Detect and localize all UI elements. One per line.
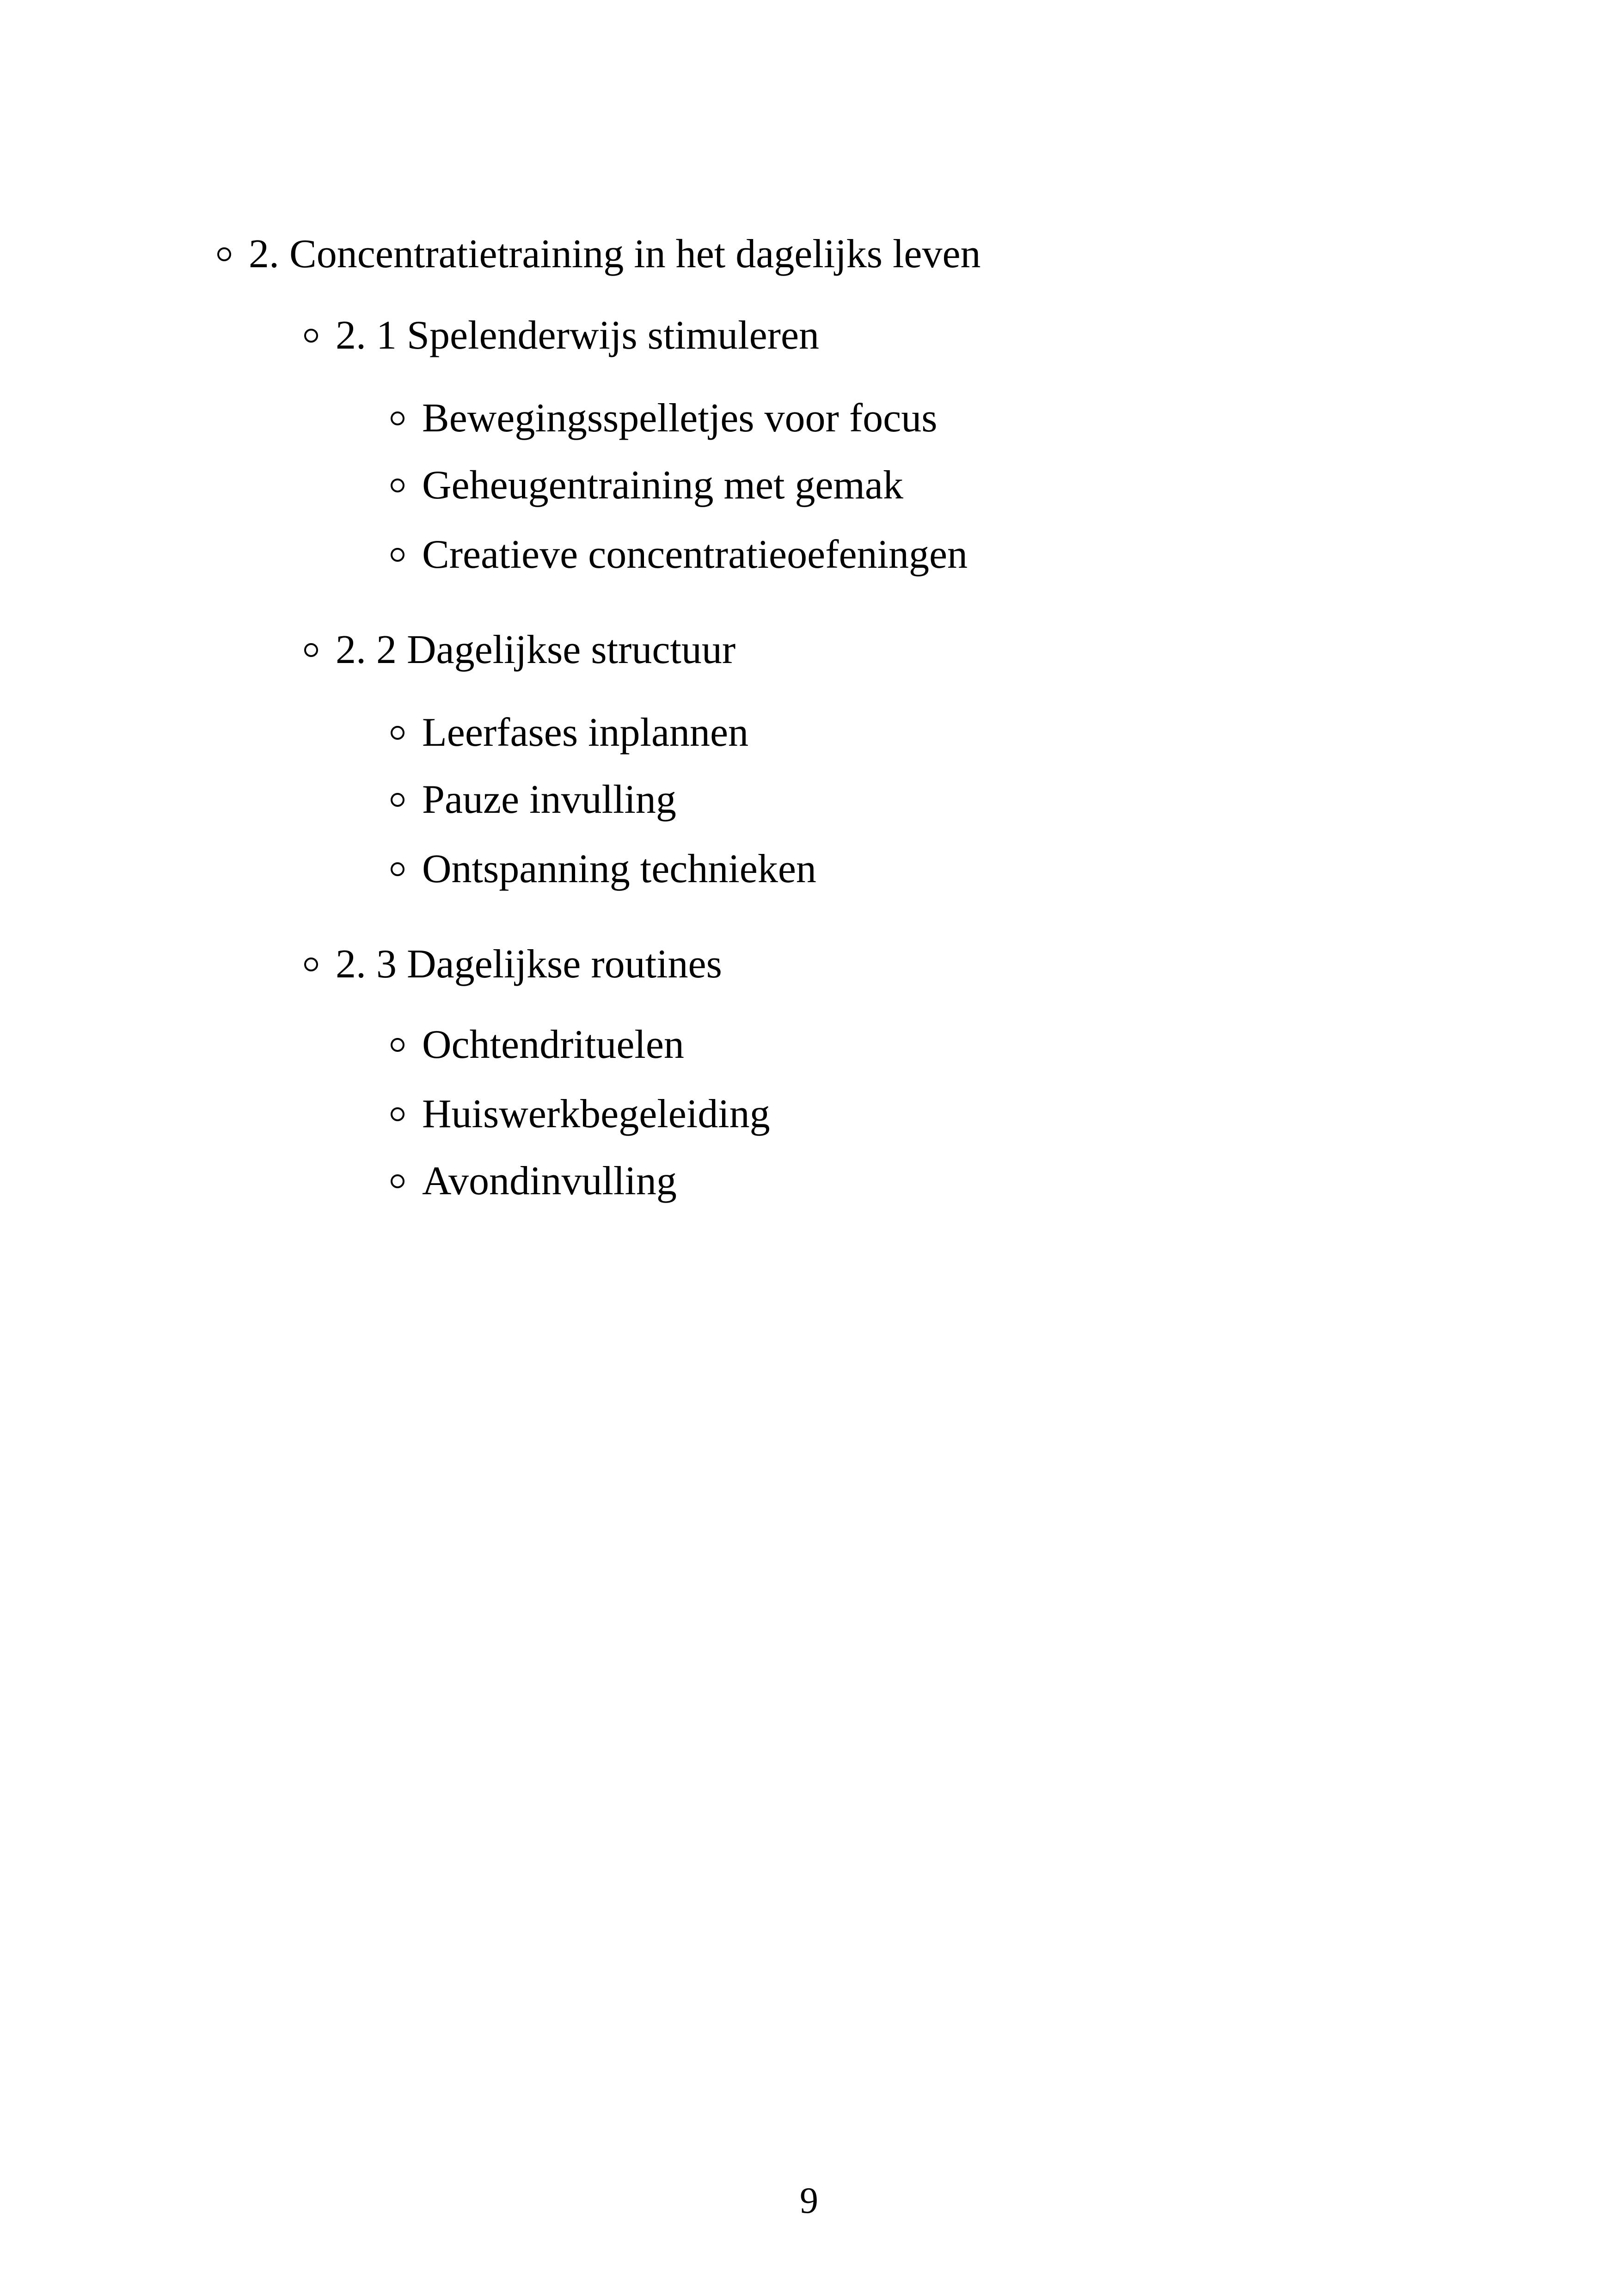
outline-item-label: Ochtendrituelen bbox=[422, 1022, 684, 1067]
hollow-circle-bullet-icon bbox=[391, 862, 404, 876]
outline-item bbox=[391, 1087, 770, 1142]
hollow-circle-bullet-icon bbox=[391, 479, 404, 492]
outline-item-label: Creatieve concentratieoefeningen bbox=[422, 532, 968, 577]
outline-item bbox=[391, 391, 937, 446]
hollow-circle-bullet-icon bbox=[304, 643, 318, 657]
subsection-title: 2. 3 Dagelijkse routines bbox=[336, 942, 722, 987]
hollow-circle-bullet-icon bbox=[391, 1107, 404, 1121]
hollow-circle-bullet-icon bbox=[391, 793, 404, 807]
outline-subsection-2-1 bbox=[304, 308, 819, 363]
outline-item-label: Ontspanning technieken bbox=[422, 847, 816, 891]
hollow-circle-bullet-icon bbox=[391, 548, 404, 562]
hollow-circle-bullet-icon bbox=[391, 1038, 404, 1052]
outline-item bbox=[391, 527, 968, 583]
hollow-circle-bullet-icon bbox=[217, 247, 231, 261]
page-number: 9 bbox=[800, 2180, 818, 2221]
outline-item-label: Leerfases inplannen bbox=[422, 710, 749, 755]
hollow-circle-bullet-icon bbox=[304, 329, 318, 343]
outline-subsection-2-2 bbox=[304, 622, 735, 678]
hollow-circle-bullet-icon bbox=[391, 726, 404, 740]
outline-item-label: Huiswerkbegeleiding bbox=[422, 1092, 770, 1136]
outline-item bbox=[391, 1154, 677, 1209]
section-title: 2. Concentratietraining in het dagelijks leven bbox=[249, 232, 981, 276]
outline-item bbox=[391, 772, 676, 828]
outline-item-label: Bewegingsspelletjes voor focus bbox=[422, 396, 938, 441]
outline-item bbox=[391, 458, 903, 513]
subsection-title: 2. 1 Spelenderwijs stimuleren bbox=[336, 313, 820, 358]
subsection-title: 2. 2 Dagelijkse structuur bbox=[336, 627, 736, 672]
outline-item bbox=[391, 841, 816, 897]
outline-subsection-2-3 bbox=[304, 937, 722, 992]
hollow-circle-bullet-icon bbox=[391, 1174, 404, 1188]
outline-section-2 bbox=[217, 227, 981, 282]
outline-item-label: Geheugentraining met gemak bbox=[422, 463, 903, 508]
outline-item-label: Pauze invulling bbox=[422, 777, 676, 822]
outline-item bbox=[391, 705, 748, 761]
hollow-circle-bullet-icon bbox=[391, 411, 404, 425]
outline-item-label: Avondinvulling bbox=[422, 1159, 677, 1203]
hollow-circle-bullet-icon bbox=[304, 958, 318, 971]
outline-item bbox=[391, 1017, 684, 1073]
